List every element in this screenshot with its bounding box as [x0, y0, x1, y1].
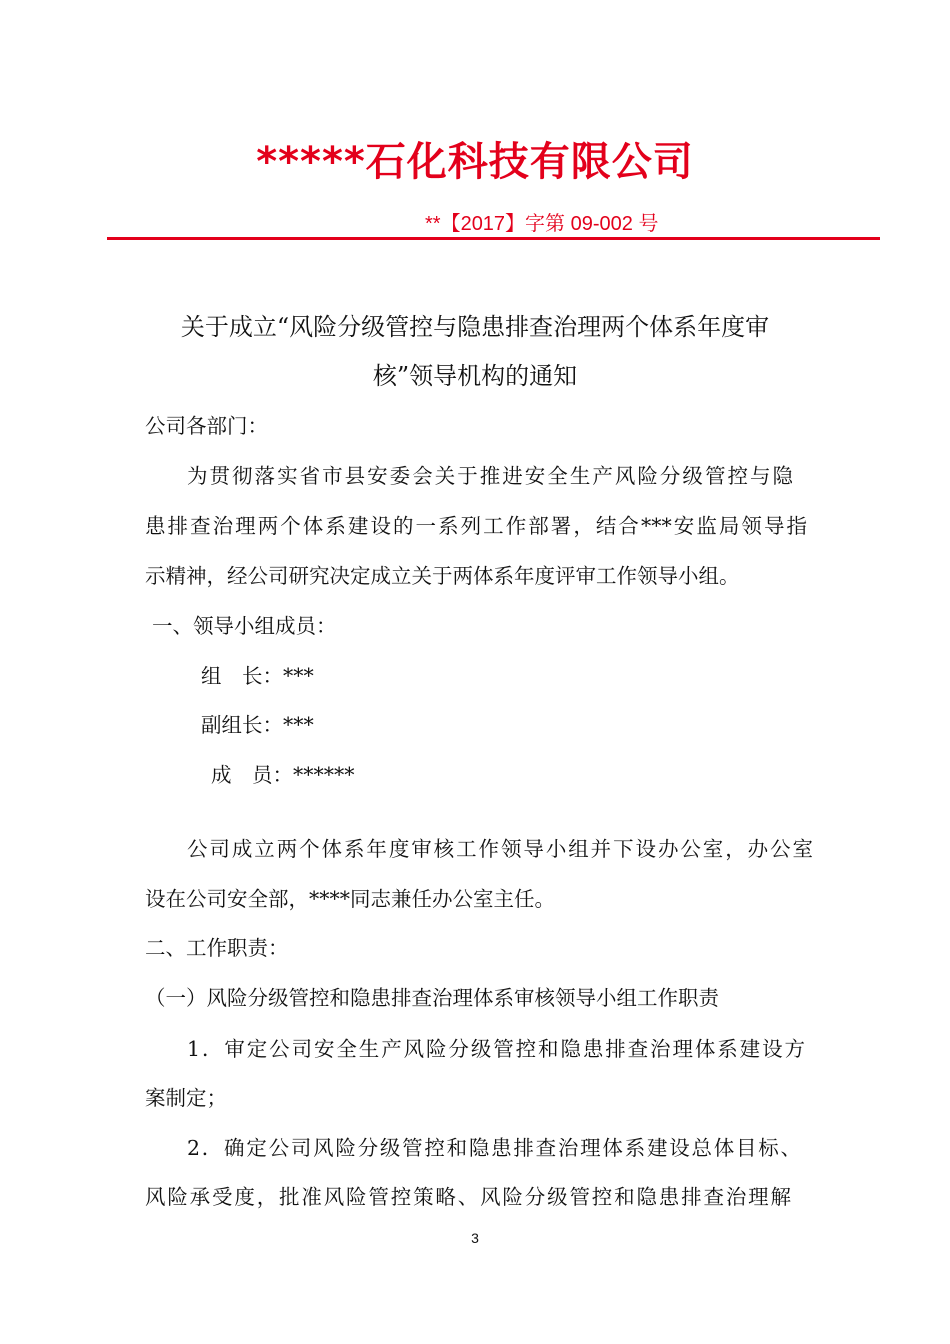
section-1-heading: 一、领导小组成员：	[152, 614, 337, 638]
section-2-heading: 二、工作职责：	[145, 936, 289, 960]
duty-1-line-1: 1．审定公司安全生产风险分级管控和隐患排查治理体系建设方	[187, 1037, 805, 1061]
document-number: **【2017】字第 09-002 号	[425, 213, 659, 235]
duty-1-line-2: 案制定；	[145, 1086, 227, 1110]
intro-line-3: 示精神，经公司研究决定成立关于两体系年度评审工作领导小组。	[145, 564, 740, 588]
notice-title-line-2: 核”领导机构的通知	[372, 362, 578, 390]
intro-line-2: 患排查治理两个体系建设的一系列工作部署，结合***安监局领导指	[145, 514, 807, 538]
red-header-rule	[107, 237, 880, 240]
member-deputy-leader: 副组长：***	[201, 713, 314, 737]
member-members: 成 员：******	[211, 763, 355, 787]
page-number: 3	[471, 1230, 479, 1246]
duty-2-line-1: 2．确定公司风险分级管控和隐患排查治理体系建设总体目标、	[187, 1136, 801, 1160]
office-line-1: 公司成立两个体系年度审核工作领导小组并下设办公室，办公室	[187, 837, 813, 861]
intro-line-1: 为贯彻落实省市县安委会关于推进安全生产风险分级管控与隐	[187, 464, 793, 488]
salutation: 公司各部门：	[145, 414, 268, 438]
member-leader: 组 长：***	[201, 664, 314, 688]
company-title: *****石化科技有限公司	[256, 139, 694, 185]
notice-title-line-1: 关于成立“风险分级管控与隐患排查治理两个体系年度审	[180, 313, 770, 341]
subsection-1-heading: （一）风险分级管控和隐患排查治理体系审核领导小组工作职责	[145, 986, 719, 1010]
duty-2-line-2: 风险承受度，批准风险管控策略、风险分级管控和隐患排查治理解	[145, 1185, 791, 1209]
office-line-2: 设在公司安全部，****同志兼任办公室主任。	[145, 887, 555, 911]
